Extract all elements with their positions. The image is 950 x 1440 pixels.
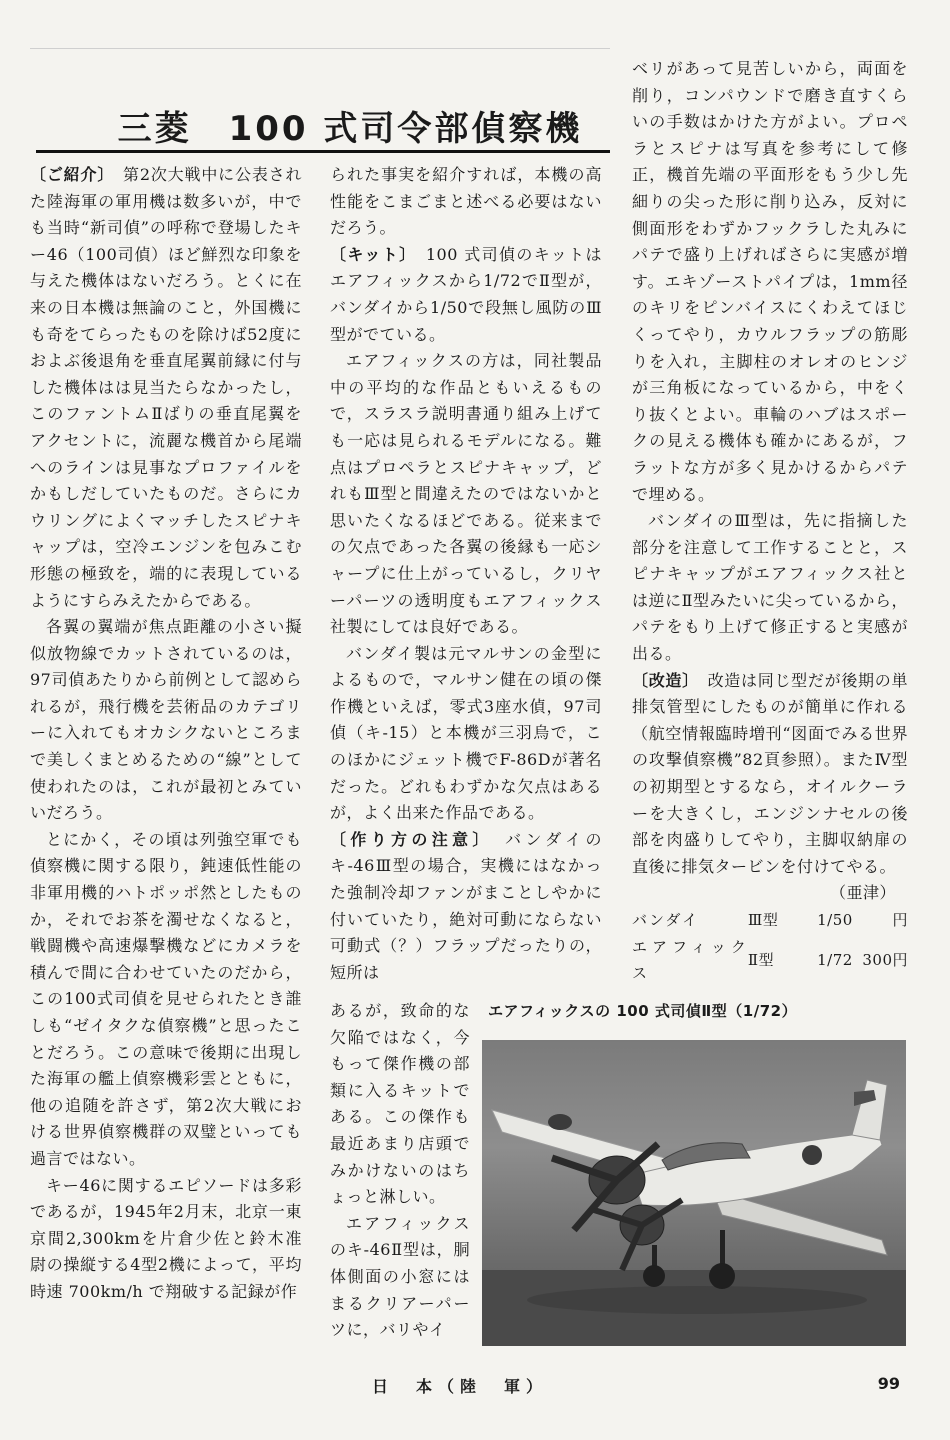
paragraph: バンダイのⅢ型は，先に指摘した部分を注意して工作することと，スピナキャップがエアフィックス社とは逆にⅡ型みたいに尖っているから，パテをもり上げて修正すると実感が出る。 — [632, 511, 908, 664]
intro-paragraph — [30, 162, 302, 614]
paragraph: あるが，致命的な欠陥ではなく，今もって傑作機の部類に入るキットである。この傑作も最近あまり店頭でみかけないのはちょっと淋しい。 — [330, 1001, 470, 1207]
page-number: 99 — [877, 1374, 900, 1393]
kit-type: Ⅱ型 — [747, 950, 775, 969]
kit-paragraph — [330, 242, 602, 348]
paragraph-text: 100 式司偵のキットはエアフィックスから1/72でⅡ型が，バンダイから1/50で段無し風防のⅢ型がでている。 — [330, 244, 602, 344]
paragraph: キー46に関するエピソードは多彩であるが，1945年2月末，北京一東京間2,300kmを片倉少佐と鈴木准尉の操縦する4型2機によって，平均時速 700km/h で翔破する記録が作 — [30, 1175, 302, 1301]
author-signature: （亜津） — [829, 883, 896, 903]
section-tag-kit: 〔キット〕 — [330, 244, 409, 264]
text-column-2 — [330, 162, 602, 986]
paragraph: 各翼の翼端が焦点距離の小さい擬似放物線でカットされているのは，97司偵あたりから前例として認められるが，飛行機を芸術品のカテゴリーに入れてもオカシクないところまで美しくまとめるための“線”として使われたのは，これが最初とみていいだろう。 — [30, 617, 302, 823]
paragraph: エアフィックスのキ-46Ⅱ型は，胴体側面の小窓にはまるクリアーパーツに，バリやイ — [330, 1213, 470, 1340]
title-divider — [36, 150, 610, 153]
vertical-tail — [852, 1080, 887, 1140]
modification-paragraph — [632, 668, 908, 881]
text-column-2-continued — [330, 998, 470, 1344]
table-row — [632, 934, 908, 987]
wheel — [709, 1263, 735, 1289]
notes-paragraph — [330, 827, 602, 987]
paragraph: バンダイ製は元マルサンの金型によるもので，マルサン健在の頃の傑作機といえば，零式3座水偵，97司偵（キ-15）と本機が三羽烏で，このほかにジェット機でF-86Dが著名だった。どれもわずかな欠点はあるが，よく出来た作品である。 — [330, 643, 602, 823]
kit-price-table — [632, 907, 908, 987]
model-aircraft-photo — [482, 1040, 906, 1346]
paragraph: られた事実を紹介すれば，本機の高性能をこまごまと述べる必要はないだろう。 — [330, 165, 602, 238]
fuselage-roundel — [802, 1145, 822, 1165]
paragraph-text: 改造は同じ型だが後期の単排気管型にしたものが簡単に作れる（航空情報臨時増刊“図面でみる世界の攻撃偵察機”82頁参照）。またⅣ型の初期型とするなら，オイルクーラーを大きくし，エンジンナセルの後部を肉盛りしてやり，主脚収納扉の直後に排気タービンを付けてやる。 — [632, 670, 908, 876]
kit-scale: 1/72 — [817, 950, 853, 969]
text-column-3 — [632, 56, 908, 987]
photo-caption: エアフィックスの 100 式司偵Ⅱ型（1/72） — [488, 1002, 798, 1020]
aircraft-illustration — [482, 1040, 906, 1346]
kit-maker: バンダイ — [632, 911, 700, 929]
paragraph-text: バンダイのキ-46Ⅲ型の場合，実機にはなかった強制冷却ファンがまことしやかに付いていたり，絶対可動にならない可動式（？）フラップだったりの，短所は — [330, 829, 602, 982]
paragraph: とにかく，その頃は列強空軍でも偵察機に関する限り，鈍速低性能の非軍用機的ハトポッポ然としたものか，それでお茶を濁せなくなると，戦闘機や高速爆撃機などにカメラを積んで間に合わせていたのだから，この100式司偵を見せられたとき誰しも“ゼイタクな偵察機”と思ったことだろう。この意味で後期に出現した海軍の艦上偵察機彩雲とともに，他の追随を許さず，第2次大戦における世界偵察機群の双璧といっても過言ではない。 — [30, 829, 302, 1168]
wing-roundel-left — [548, 1114, 572, 1130]
kit-scale: 1/50 — [817, 911, 853, 929]
kit-price: 300円 — [862, 950, 908, 969]
paragraph: エアフィックスの方は，同社製品中の平均的な作品ともいえるもので，スラスラ説明書通り組み上げても一応は見られるモデルになる。難点はプロペラとスピナキャップ，どれもⅢ型と間違えたのではないかと思いたくなるほどである。従来までの欠点であった各翼の後縁も一応シャープに仕上がっているし，クリヤーパーツの透明度もエアフィックス社製にしては良好である。 — [330, 351, 602, 637]
shadow — [527, 1286, 867, 1314]
text-column-1 — [30, 162, 302, 1306]
wheel — [643, 1265, 665, 1287]
paragraph: ベリがあって見苦しいから，両面を削り，コンパウンドで磨き直すくらいの手数はかけた方がよい。プロペラとスピナは写真を参考にして修正，機首先端の平面形をもう少し先細りの尖った形に削り込み，反対に側面形をわずかフックラした丸みにパテで盛り上げればさらに実感が増す。エキゾーストパイプは，1mm径のキリをピンバイスにくわえてほじくってやり，カウルフラップの筋彫りを入れ，主脚柱のオレオのヒンジが三角板になっているから，中をくり抜くとよい。車輪のハブはスポークの見える機体も確かにあるが，フラットな方が多く見かけるからパテで埋める。 — [632, 59, 908, 504]
kit-price: 円 — [892, 911, 908, 929]
section-footer: 日 本（陸 軍） — [371, 1377, 548, 1396]
section-tag-modification: 〔改造〕 — [632, 670, 691, 690]
section-tag-intro: 〔ご紹介〕 — [30, 165, 107, 184]
kit-maker: エアフィックス — [632, 937, 748, 983]
paragraph-text: 第2次大戦中に公表された陸海軍の軍用機は数多いが，中でも当時“新司偵”の呼称で登場したキー46（100司偵）ほど鮮烈な印象を与えた機体はないだろう。とくに在来の日本機は無論のこと，外国機にも奇をてらったものを除けば52度におよぶ後退角を垂直尾翼前縁に付与した機体はは見当たらなかったし，このファントムⅡばりの垂直尾翼をアクセントに，流麗な機首から尾端へのラインは見事なプロファイルをかもしだしていたものだ。さらにカウリングによくマッチしたスピナキャップは，空冷エンジンを包みこむ形態の極致を，端的に表現しているようにすらみえたからである。 — [30, 165, 302, 610]
top-rule — [30, 48, 610, 49]
article-title: 三菱 100 式司令部偵察機 — [117, 108, 583, 149]
section-tag-notes: 〔作り方の注意〕 — [330, 829, 485, 849]
table-row — [632, 907, 908, 934]
kit-type: Ⅲ型 — [747, 911, 779, 929]
